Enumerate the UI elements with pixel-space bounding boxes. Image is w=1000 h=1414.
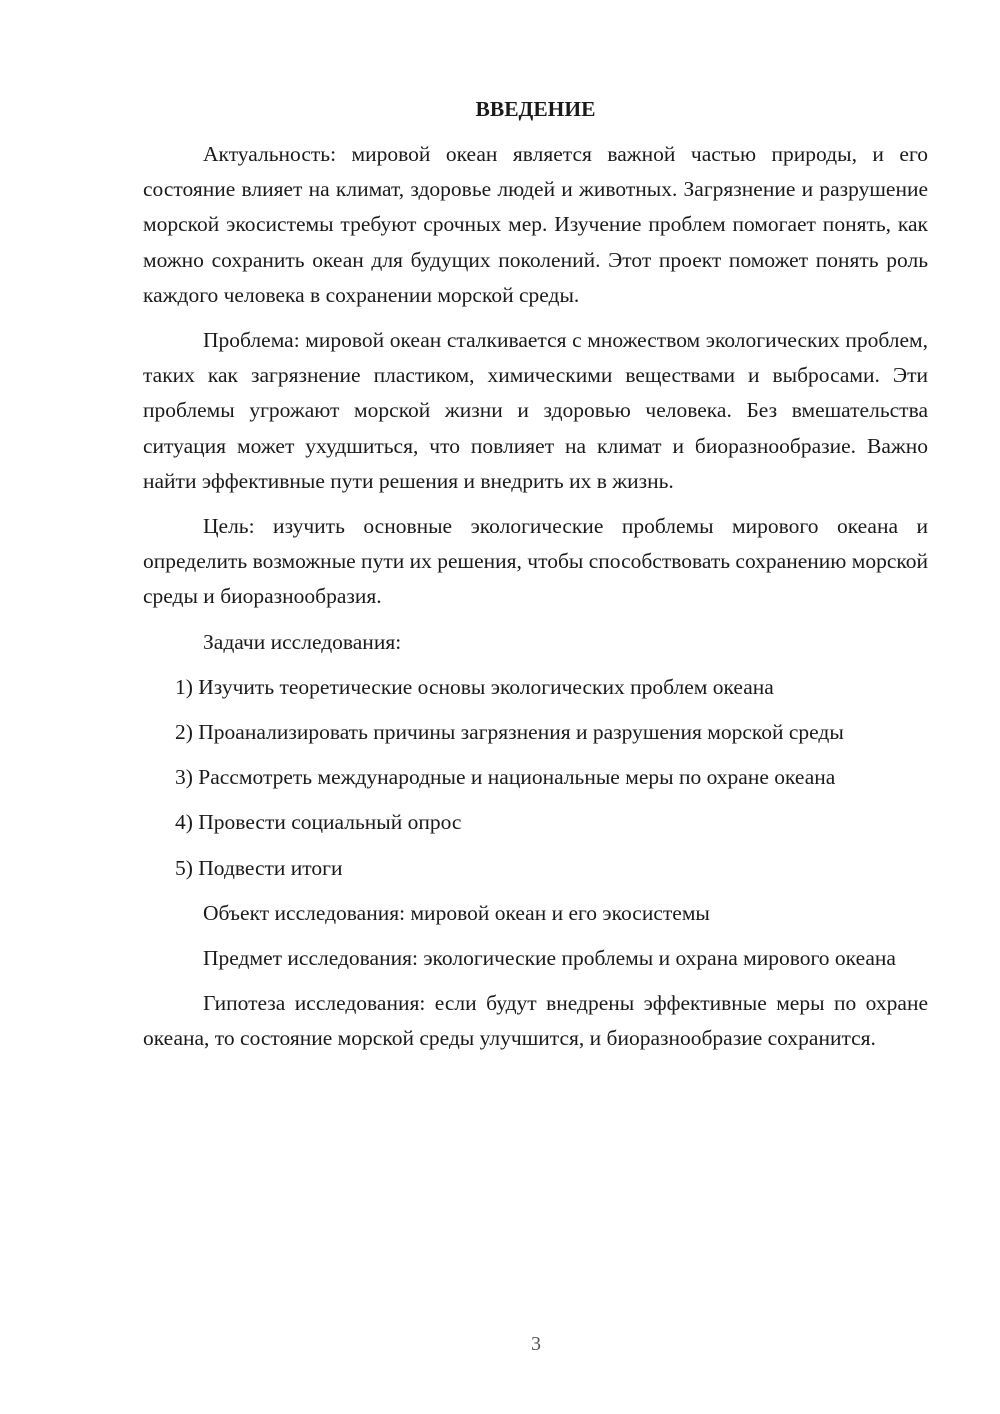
- tasks-heading: Задачи исследования:: [203, 629, 402, 654]
- task-item-3: 3) Рассмотреть международные и национальные меры по охране океана: [175, 765, 836, 790]
- task-item-5: 5) Подвести итоги: [175, 855, 343, 880]
- problem-paragraph: Проблема: мировой океан сталкивается с множеством экологических проблем, таких как загрязнение пластиком, химическими веществами и выбросами. Эти проблемы угрожают морской жизни и здоровью человека. Без вмешательства ситуация может ухудшиться, что повлияет на климат и биоразнообразие. Важно найти эффективные пути решения и внедрить их в жизнь.: [143, 328, 928, 493]
- task-item-1: 1) Изучить теоретические основы экологических проблем океана: [175, 674, 774, 699]
- object-paragraph: Объект исследования: мировой океан и его экосистемы: [203, 900, 710, 925]
- document-page: [143, 92, 928, 1067]
- relevance-paragraph: Актуальность: мировой океан является важной частью природы, и его состояние влияет на климат, здоровье людей и животных. Загрязнение и разрушение морской экосистемы требуют срочных мер. Изучение проблем помогает понять, как можно сохранить океан для будущих поколений. Этот проект поможет понять роль каждого человека в сохранении морской среды.: [143, 142, 928, 307]
- subject-paragraph: Предмет исследования: экологические проблемы и охрана мирового океана: [203, 946, 896, 971]
- page-number: 3: [531, 1333, 541, 1355]
- hypothesis-paragraph: Гипотеза исследования: если будут внедрены эффективные меры по охране океана, то состояние морской среды улучшится, и биоразнообразие сохранится.: [143, 991, 928, 1051]
- goal-paragraph: Цель: изучить основные экологические проблемы мирового океана и определить возможные пути их решения, чтобы способствовать сохранению морской среды и биоразнообразия.: [143, 514, 928, 609]
- task-item-4: 4) Провести социальный опрос: [175, 810, 462, 835]
- section-title: ВВЕДЕНИЕ: [475, 97, 596, 121]
- task-item-2: 2) Проанализировать причины загрязнения и разрушения морской среды: [175, 720, 844, 745]
